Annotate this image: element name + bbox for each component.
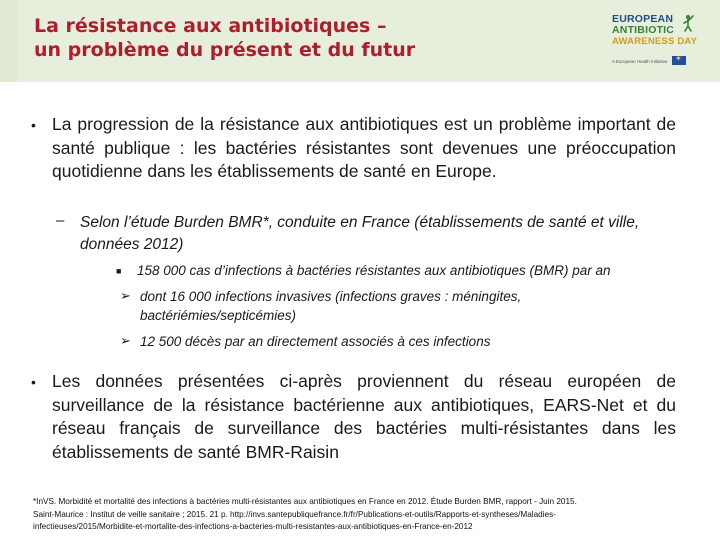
bullet-dot-icon: • [31,374,36,390]
bullet-2-text: Les données présentées ci-après proviennent du réseau européen de surveillance de la résistance bactérienne aux antibiotiques, EARS-Net et du réseau français de surveillance des bactéries multi-résistantes dans les établissements de santé BMR-Raisin [52,371,676,462]
header-band [0,0,720,82]
page-title [34,14,554,62]
square-bullet-icon: ■ [116,266,122,276]
subsub-bullet-text: 158 000 cas d’infections à bactéries résistantes aux antibiotiques (BMR) par an [137,263,611,278]
arrow-item-2: 12 500 décès par an directement associés à ces infections [140,334,491,349]
dash-bullet-icon: – [56,212,65,229]
logo-text-european: EUROPEAN [612,13,674,25]
logo-subtitle: A European Health Initiative [612,59,668,64]
footnote-line-3: infectieuses/2015/Morbidite-et-mortalite-des-infections-a-bacteries-multi-resistantes-aux-antibiotiques-en-France-en-2012 [33,522,473,531]
bullet-1-text: La progression de la résistance aux antibiotiques est un problème important de santé publique : les bactéries résistantes sont devenues une préoccupation quotidienne dans les établissements de santé en Europe. [52,114,676,181]
arrow-bullet-icon: ➢ [120,288,131,303]
header-accent [0,0,18,82]
footnote-line-2: Saint-Maurice : Institut de veille sanitaire ; 2015. 21 p. http://invs.santepubliquefrance.fr/fr/Publications-et-outils/Rapports-et-syntheses/Maladies- [33,509,556,519]
logo-text-awareness-day: AWARENESS DAY [612,36,698,47]
arrow-item-1: dont 16 000 infections invasives (infections graves : méningites, bactériémies/septicémies) [140,289,522,323]
footnote-line-1: *InVS. Morbidité et mortalité des infections à bactéries multi-résistantes aux antibiotiques en France en 2012. Étude Burden BMR, rapport - Juin 2015. [33,497,577,506]
eu-flag-icon [672,56,686,65]
title-line-2: un problème du présent et du futur [34,39,416,61]
sub-bullet-text: Selon l’étude Burden BMR*, conduite en France (établissements de santé et ville, données 2012) [80,214,640,253]
logo-text-antibiotic: ANTIBIOTIC [612,24,675,36]
footnote [33,496,698,534]
arrow-bullet-icon: ➢ [120,333,131,348]
person-with-arm-raised-icon [678,14,696,32]
title-line-1: La résistance aux antibiotiques – [34,15,387,37]
eaad-logo [612,14,712,72]
bullet-dot-icon: • [31,117,36,133]
